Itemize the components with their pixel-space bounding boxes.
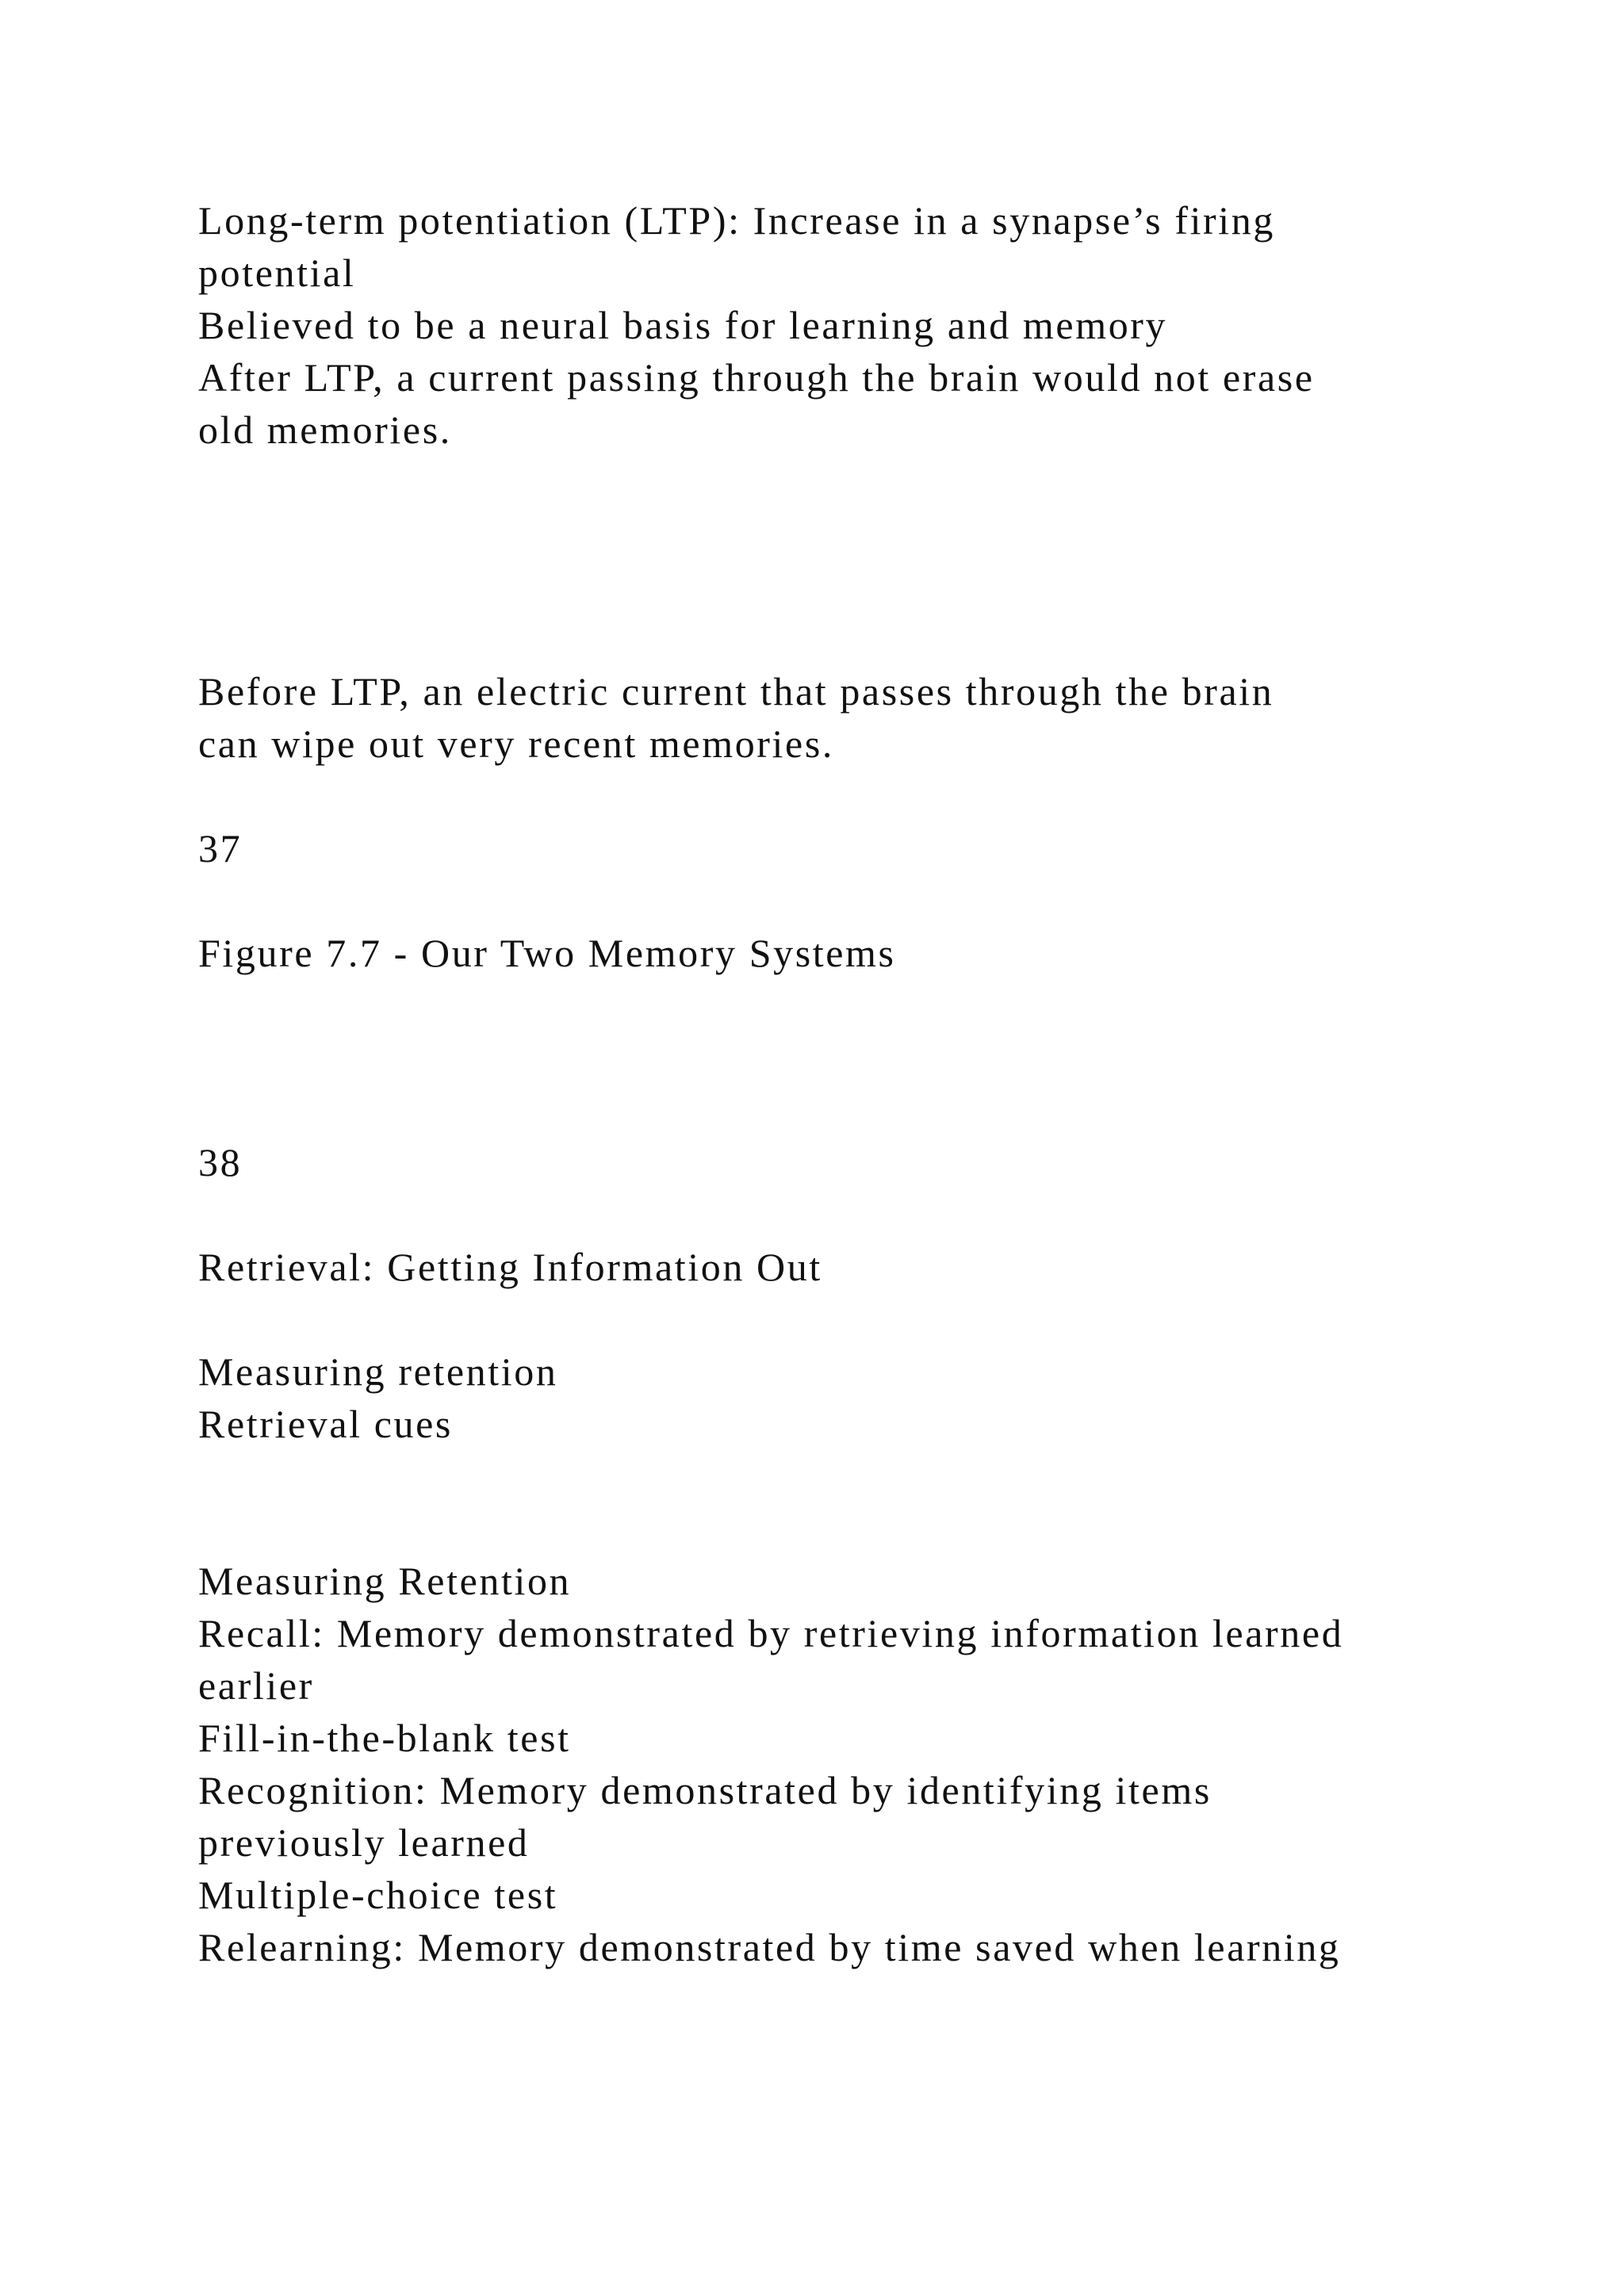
text-line: Recall: Memory demonstrated by retrieving information learned	[198, 1611, 1344, 1655]
spacer	[198, 770, 1499, 822]
text-line: old memories.	[198, 408, 452, 452]
text-line: After LTP, a current passing through the brain would not erase	[198, 355, 1315, 400]
text-line: earlier	[198, 1663, 314, 1708]
spacer	[198, 874, 1499, 927]
document-body	[198, 194, 1499, 1973]
text-line: Believed to be a neural basis for learning and memory	[198, 303, 1168, 347]
text-line: Before LTP, an electric current that passes through the brain	[198, 669, 1274, 714]
text-line: Recognition: Memory demonstrated by identifying items	[198, 1768, 1212, 1812]
spacer	[198, 1293, 1499, 1345]
spacer	[198, 979, 1499, 1136]
measuring-retention-paragraph	[198, 1555, 1499, 1973]
text-line: Measuring Retention	[198, 1559, 572, 1603]
text-line: Retrieval cues	[198, 1402, 453, 1446]
text-line: Fill-in-the-blank test	[198, 1716, 571, 1760]
text-line: Multiple-choice test	[198, 1873, 558, 1917]
text-line: Relearning: Memory demonstrated by time saved when learning	[198, 1925, 1341, 1969]
spacer	[198, 1188, 1499, 1241]
retrieval-topics	[198, 1345, 1499, 1450]
before-ltp-paragraph	[198, 665, 1499, 770]
figure-caption: Figure 7.7 - Our Two Memory Systems	[198, 931, 896, 975]
page-number: 38	[198, 1140, 243, 1184]
section-heading: Retrieval: Getting Information Out	[198, 1245, 822, 1289]
page-number: 37	[198, 826, 243, 871]
text-line: Long-term potentiation (LTP): Increase in a synapse’s firing	[198, 198, 1276, 243]
ltp-paragraph	[198, 194, 1499, 456]
text-line: previously learned	[198, 1820, 530, 1865]
spacer	[198, 1450, 1499, 1555]
text-line: Measuring retention	[198, 1349, 558, 1394]
text-line: potential	[198, 251, 356, 295]
spacer	[198, 456, 1499, 665]
text-line: can wipe out very recent memories.	[198, 721, 834, 766]
